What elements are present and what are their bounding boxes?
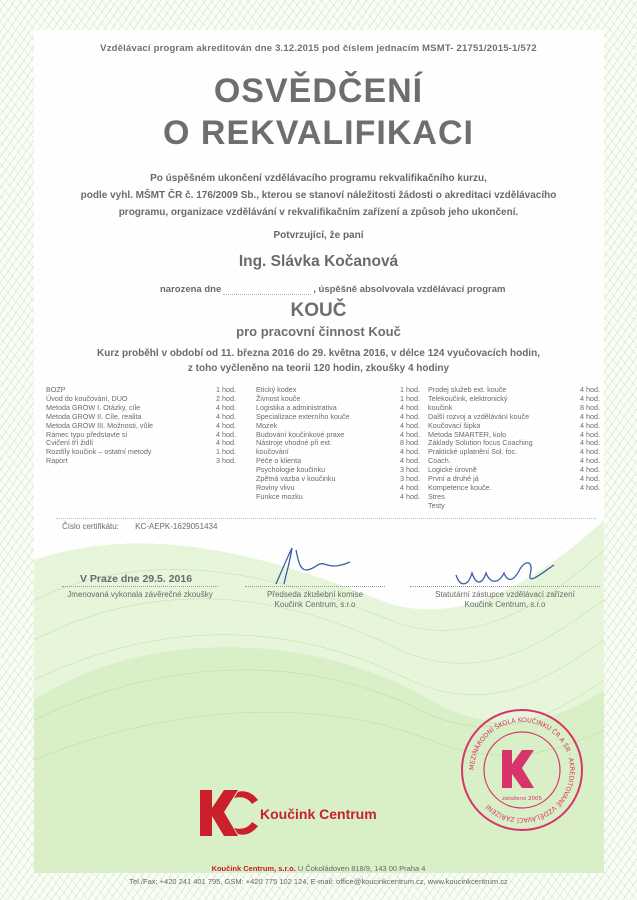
subject-hours: 1 hod. (216, 385, 236, 394)
subject-hours: 3 hod. (216, 456, 236, 466)
right-caption-line-1: Statutární zástupce vzdělávací zařízení (435, 590, 575, 599)
intro-line-1: Po úspěšném ukončení vzdělávacího programu rekvalifikačního kurzu, (150, 173, 487, 184)
subject-hours: 3 hod. (400, 465, 420, 475)
course-line-1: Kurz proběhl v období od 11. března 2016 do 29. května 2016, v délce 124 vyučovacích hodin, (97, 348, 540, 359)
subject-hours: 4 hod. (400, 411, 420, 421)
subject-row (46, 448, 236, 457)
subject-name: Raport (46, 456, 68, 466)
signature-director (450, 555, 560, 595)
subject-hours: 4 hod. (400, 456, 420, 466)
subject-name: Logické úrovně (428, 465, 477, 475)
subject-hours: 4 hod. (400, 420, 420, 430)
confirm-text: Potvrzující, že paní (273, 230, 364, 241)
subject-hours: 4 hod. (580, 438, 600, 448)
born-suffix: , úspěšně absolvovala vzdělávací program (313, 284, 506, 296)
koucink-centrum-logo (198, 786, 260, 840)
subject-hours: 4 hod. (216, 438, 236, 448)
subject-name: Mozek (256, 420, 278, 430)
subjects-column-1 (46, 386, 236, 466)
subject-row (256, 413, 420, 422)
subject-hours: 8 hod. (400, 438, 420, 448)
svg-text:MEZINÁRODNÍ ŠKOLA KOUČINKU ČR: MEZINÁRODNÍ ŠKOLA KOUČINKU ČR A SR · AKREDITOVANÉ VZDĚLÁVACÍ ZAŘÍZENÍ (467, 715, 577, 825)
subject-hours: 4 hod. (580, 393, 600, 403)
subjects-column-2 (256, 386, 420, 502)
intro-text (80, 170, 557, 221)
subject-name: Živnost kouče (256, 393, 301, 403)
footer-contacts: Tel./Fax: +420 241 401 795, GSM: +420 775 102 124, E-mail: office@koucinkcentrum.cz, www.koucinkcentrum.cz (129, 877, 508, 886)
subject-name: Prodej služeb ext. kouče (428, 385, 507, 394)
subject-name: Zpětná vazba v koučinku (256, 474, 336, 484)
subject-name: Psychologie koučinku (256, 465, 326, 475)
subject-hours: 8 hod. (580, 402, 600, 412)
subject-name: Metoda GROW I. Otázky, cíle (46, 402, 141, 412)
title-line-2: O REKVALIFIKACI (163, 114, 474, 152)
subject-hours: 4 hod. (400, 429, 420, 439)
subject-row (428, 502, 600, 511)
subject-row (46, 457, 236, 466)
subject-name: Kompetence kouče. (428, 482, 492, 492)
subject-hours: 3 hod. (400, 474, 420, 484)
subjects-column-3 (428, 386, 600, 511)
subject-name: Nástroje vhodné při ext. (256, 438, 332, 448)
subject-name: Úvod do koučování, DUO (46, 393, 128, 403)
stamp-seal (458, 706, 586, 834)
subject-name: Telekoučink, elektronický (428, 393, 508, 403)
subject-row (428, 448, 600, 457)
subject-name: Další rozvoj a vzdělávání kouče (428, 411, 530, 421)
certificate-number: KC-AEPK-1629051434 (135, 522, 218, 531)
redacted-birthdate (223, 284, 311, 295)
certificate-number-line (62, 522, 217, 531)
subject-name: koučování (256, 447, 289, 457)
subject-name: Metoda GROW III. Možnosti, vůle (46, 420, 154, 430)
middle-caption-line-1: Předseda zkušební komise (266, 590, 364, 599)
subject-name: Cvičení tří židlí (46, 438, 94, 448)
subject-hours: 4 hod. (580, 385, 600, 394)
subject-name: Koučovací šipka (428, 420, 481, 430)
right-caption-line-2: Koučink Centrum, s.r.o (464, 600, 546, 609)
subject-name: Etický kodex (256, 385, 297, 394)
subject-name: Logistika a administrativa (256, 402, 337, 412)
subject-name: Specializace externího kouče (256, 411, 350, 421)
subject-hours: 4 hod. (580, 411, 600, 421)
subject-name: Testy (428, 500, 445, 510)
subject-name: Funkce mozku (256, 491, 303, 501)
subject-name: První a druhé já (428, 474, 479, 484)
signature-line-left (62, 586, 218, 587)
divider (56, 518, 596, 519)
birth-line (160, 284, 505, 295)
footer-address (0, 864, 637, 873)
subject-name: Coach. (428, 456, 451, 466)
subject-name: Roviny vlivu (256, 482, 295, 492)
subject-hours: 4 hod. (216, 402, 236, 412)
subject-name: koučink (428, 402, 453, 412)
subject-name: Rámec typu představte si (46, 429, 128, 439)
program-subtitle: pro pracovní činnost Kouč (236, 324, 401, 339)
subject-row (428, 395, 600, 404)
subject-name: Metoda SMARTER, kolo (428, 429, 507, 439)
subject-hours: 4 hod. (400, 491, 420, 501)
subject-row (428, 484, 600, 493)
signature-caption-right (410, 590, 600, 610)
subject-row (256, 493, 420, 502)
subject-hours: 4 hod. (400, 447, 420, 457)
subject-hours: 4 hod. (216, 420, 236, 430)
subject-name: Základy Solution focus Coaching (428, 438, 533, 448)
subject-hours: 4 hod. (580, 429, 600, 439)
signature-caption-left: Jmenovaná vykonala závěrečné zkoušky (67, 590, 213, 599)
subject-hours: 4 hod. (580, 420, 600, 430)
middle-caption-line-2: Koučink Centrum, s.r.o (274, 600, 356, 609)
subject-hours: 4 hod. (216, 429, 236, 439)
subject-name: Stres (428, 491, 445, 501)
subject-name: Metoda GROW II. Cíle, realita (46, 411, 142, 421)
subject-hours: 4 hod. (580, 465, 600, 475)
subject-name: Budování koučinkové praxe (256, 429, 345, 439)
program-name: KOUČ (290, 300, 347, 321)
subject-hours: 4 hod. (400, 482, 420, 492)
signature-caption-middle (245, 590, 385, 610)
subject-hours: 1 hod. (400, 393, 420, 403)
recipient-name: Ing. Slávka Kočanová (238, 253, 399, 270)
subject-name: Rozdíly koučink – ostatní metody (46, 447, 152, 457)
subject-hours: 1 hod. (400, 385, 420, 394)
subject-name: BOZP (46, 385, 66, 394)
svg-text:založeno 2005: založeno 2005 (501, 796, 543, 802)
subject-hours: 2 hod. (216, 393, 236, 403)
intro-line-2: podle vyhl. MŠMT ČR č. 176/2009 Sb., kterou se stanoví náležitosti žádosti o akreditaci vzdělávacího (80, 190, 557, 201)
subject-hours: 4 hod. (216, 411, 236, 421)
footer-street: U Čokoládoven 818/9, 143 00 Praha 4 (297, 864, 426, 873)
subject-hours: 4 hod. (580, 474, 600, 484)
place-date: V Praze dne 29.5. 2016 (80, 573, 193, 585)
course-line-2: z toho vyčleněno na teorii 120 hodin, zkoušky 4 hodiny (187, 363, 450, 374)
subject-name: Praktické uplatnění Sol. foc. (428, 447, 518, 457)
subject-hours: 4 hod. (580, 447, 600, 457)
intro-line-3: programu, organizace vzdělávání v rekvalifikačním zařízení a způsob jeho ukončení. (118, 207, 519, 218)
subject-row (428, 493, 600, 502)
footer-company: Koučink Centrum, s.r.o. (211, 864, 296, 873)
subject-hours: 4 hod. (580, 482, 600, 492)
born-prefix: narozena dne (160, 284, 222, 296)
subject-hours: 4 hod. (580, 456, 600, 466)
accreditation-line: Vzdělávací program akreditován dne 3.12.2015 pod číslem jednacím MSMT- 21751/2015-1/572 (100, 43, 537, 54)
subject-hours: 4 hod. (400, 402, 420, 412)
signature-chairman (262, 540, 362, 590)
subject-hours: 1 hod. (216, 447, 236, 457)
title-line-1: OSVĚDČENÍ (213, 72, 424, 110)
subject-name: Péče o klienta (256, 456, 302, 466)
certificate-label: Číslo certifikátu: (62, 522, 119, 531)
course-info (60, 346, 577, 376)
logo-text: Koučink Centrum (260, 806, 377, 822)
